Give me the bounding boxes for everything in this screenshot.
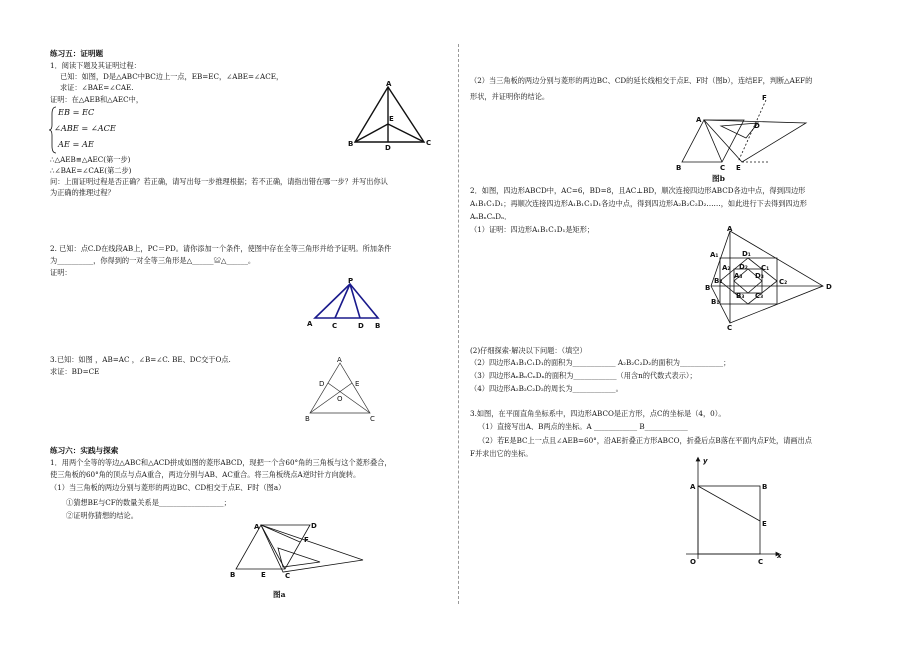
figa-label-d: D [311,522,317,530]
r3-sub1: （1）直接写出A、B两点的坐标。A ____________ B____________ [478,422,688,431]
problem3-line2: 求证：BD=CE [50,367,100,376]
r2-fill-c: （4）四边形A₂B₂C₂D₂的周长为____________。 [470,384,623,393]
quad-label-b: B [705,284,711,292]
problem3-line1: 3.已知：如图 ，AB=AC ，∠B=∠C. BE、DC交于O点. [50,355,231,364]
quad-label-b3: B₃ [736,292,745,300]
exercise5-title: 练习五：证明题 [50,49,104,58]
figa-label-a: A [254,523,260,531]
figb-label-b: B [676,164,682,172]
figure-a-caption: 图a [273,590,286,599]
quad-label-a3: A₃ [734,272,743,280]
problem4-part1: （1）当三角板的两边分别与菱形的两边BC、CD相交于点E、F时（图a） [50,483,286,492]
coord-label-a: A [690,483,696,491]
fig3-label-e: E [355,380,360,388]
fig3-label-b: B [305,415,310,423]
figb-label-d: D [754,122,760,130]
problem4-line1: 1．用两个全等的等边△ABC和△ACD拼成如图的菱形ABCD，现把一个含60°角的三角板与这个菱形叠合， [50,458,392,467]
figa-label-c: C [285,572,291,580]
r2-sub1: （1）证明：四边形A₁B₁C₁D₁是矩形； [470,225,595,234]
proof-step1: ∴△AEB≌△AEC(第一步) [50,155,131,164]
fig2-label-c: C [332,322,338,330]
proof-eq2: ∠ABE = ∠ACE [54,123,116,133]
problem2-line2: 为__________，你得到的一对全等三角形是△______≌△______。 [50,256,256,265]
problem4-line2: 使三角板的60°角的顶点与点A重合，两边分别与AB、AC重合。将三角板绕点A逆时针方向旋转。 [50,470,361,479]
fig2-label-b: B [375,322,381,330]
figure-b-caption: 图b [712,174,725,183]
proof-eq1: EB = EC [58,107,95,117]
quad-label-c: C [727,324,733,332]
r2-fill-b: （3）四边形AₙBₙCₙDₙ的面积为____________（用含n的代数式表示）； [470,371,697,380]
quad-label-d3: D₃ [755,272,764,280]
figb-label-a: A [696,116,702,124]
fig2-label-p: P [348,277,354,285]
figure-triangle-abc [345,80,435,150]
quad-label-b1: B₁ [711,298,720,306]
fig1-label-a: A [386,80,392,88]
figure-coordinate-square [680,455,785,570]
figure-triangle-pab [305,278,395,330]
problem1-prove: 求证：∠BAE=∠CAE. [60,83,134,92]
r3-sub2-line2: F并求出它的坐标。 [470,449,533,458]
coord-label-y: y [703,457,708,465]
figb-label-c: C [720,164,726,172]
coord-label-c: C [758,558,764,566]
figa-label-e: E [261,571,266,579]
r3-sub2-line1: （2）若E是BC上一点且∠AEB=60°，沿AE折叠正方形ABCO，折叠后点B落在平面内点F处，请画出点 [478,436,812,445]
fig1-label-c: C [426,139,432,147]
coord-label-x: x [777,552,782,560]
figure-nested-quadrilaterals [705,226,840,331]
problem4-sub2: ②证明你猜想的结论。 [66,511,138,520]
fig2-label-a: A [307,320,313,328]
problem1-given: 已知：如图，D是△ABC中BC边上一点，EB=EC，∠ABE=∠ACE， [60,72,284,81]
r2-line2: A₁B₁C₁D₁；再顺次连接四边形A₁B₁C₁D₁各边中点，得到四边形A₂B₂C₂D₂……，如此进行下去得到四边形 [470,199,807,208]
proof-step2: ∴∠BAE=∠CAE(第二步) [50,166,132,175]
problem1-question: 问：上面证明过程是否正确？若正确，请写出每一步推理根据；若不正确，请指出错在哪一步？并写出你认 [50,177,388,186]
quad-label-d2: D₂ [739,263,748,271]
quad-label-c3: C₃ [755,292,764,300]
problem1-proof: 证明：在△AEB和△AEC中， [50,95,144,104]
problem1-question-cont: 为正确的推理过程？ [50,188,115,197]
proof-eq3: AE = AE [58,139,94,149]
quad-label-b2: B₂ [714,277,723,285]
problem4-sub1: ①猜想BE与CF的数量关系是__________________； [66,498,231,507]
figure-triangle-boc [300,355,380,427]
fig3-label-o: O [337,395,343,403]
problem2-line1: 2. 已知：点C.D在线段AB上，PC＝PD。请你添加一个条件，使图中存在全等三角形并给予证明。所加条件 [50,244,392,253]
fig3-label-c: C [370,415,375,423]
quad-label-a: A [727,225,733,233]
fig3-label-a: A [337,356,342,364]
quad-label-d1: D₁ [742,250,751,258]
fig2-label-d: D [358,322,364,330]
problem2-proof: 证明： [50,268,72,277]
quad-label-a2: A₂ [722,264,731,272]
quad-label-d: D [826,283,832,291]
r2-fill-a: （2）四边形A₁B₁C₁D₁的面积为____________ A₂B₂C₂D₂的面积为____________； [470,358,731,367]
fig1-label-d: D [385,144,391,152]
fig3-label-d: D [319,380,325,388]
coord-label-b: B [762,483,768,491]
figure-b-rhombus [676,94,806,178]
fig1-label-b: B [348,140,354,148]
quad-label-c2: C₂ [779,278,788,286]
r2-line3: AₙBₙCₙDₙ． [470,212,512,221]
figa-label-b: B [230,571,236,579]
figb-label-e: E [736,164,741,172]
r2-explore: (2)仔细探索·解决以下问题：（填空） [470,346,587,355]
problem1-title: 1．阅读下题及其证明过程： [50,61,141,70]
q2-line1: （2）当三角板的两边分别与菱形的两边BC、CD的延长线相交于点E、F时（图b），连结EF，判断△AEF的 [470,76,813,85]
quad-label-a1: A₁ [710,251,719,259]
q2-line2: 形状，并证明你的结论。 [470,92,550,101]
figb-label-f: F [762,94,767,102]
figa-label-f: F [304,536,309,544]
column-divider [458,44,459,604]
quad-label-c1: C₁ [761,264,770,272]
fig1-label-e: E [389,115,394,123]
r3-line1: 3.如图，在平面直角坐标系中，四边形ABCO是正方形，点C的坐标是（4，0）。 [470,409,726,418]
coord-label-o: O [690,558,696,566]
figure-a-rhombus [228,520,378,580]
r2-line1: 2．如图，四边形ABCD中，AC=6，BD=8，且AC⊥BD，顺次连接四边形ABCD各边中点，得到四边形 [470,186,806,195]
exercise6-title: 练习六：实践与探索 [50,446,119,455]
coord-label-e: E [762,520,767,528]
